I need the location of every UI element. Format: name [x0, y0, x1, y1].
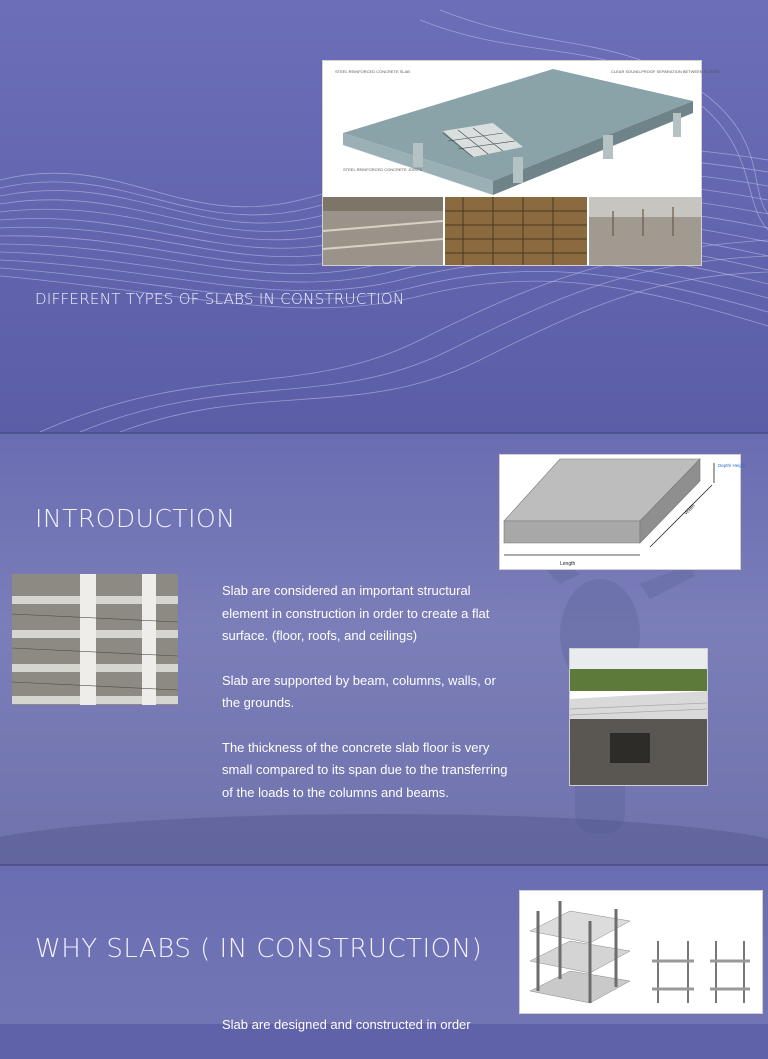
slab-dimensions-diagram: [499, 454, 746, 570]
svg-text:STEEL REINFORCED CONCRETE SLAB: STEEL REINFORCED CONCRETE SLAB: [335, 69, 410, 74]
slide-title: INTRODUCTION: [35, 504, 236, 533]
slide-title: DIFFERENT TYPES OF SLABS IN CONSTRUCTION: [35, 290, 405, 308]
introduction-text: [222, 580, 512, 826]
title-slide: [0, 0, 768, 432]
svg-text:CLEAR SOUND-PROOF SEPARATION B: CLEAR SOUND-PROOF SEPARATION BETWEEN FLOORS: [611, 69, 721, 74]
slide-title: WHY SLABS ( IN CONSTRUCTION): [35, 934, 483, 964]
introduction-slide: [0, 434, 768, 864]
slab-site-photo: [569, 648, 708, 786]
svg-text:Length: Length: [560, 561, 576, 567]
why-slabs-slide: [0, 866, 768, 1032]
svg-text:Width: Width: [683, 503, 697, 517]
why-slabs-text: [222, 1014, 522, 1059]
building-frame-image: [12, 574, 178, 705]
intro-paragraph: The thickness of the concrete slab floor is very small compared to its span due to the transferring of the loads to the columns and beams.: [222, 739, 508, 800]
svg-text:Depth/ Height: Depth/ Height: [718, 463, 746, 468]
svg-text:STEEL REINFORCED CONCRETE JOIS: STEEL REINFORCED CONCRETE JOISTS: [343, 167, 422, 172]
intro-paragraph: Slab are supported by beam, columns, walls, or the grounds.: [222, 672, 496, 710]
slab-column-diagram: [519, 890, 763, 1014]
why-slabs-paragraph: Slab are designed and constructed in order: [222, 1017, 471, 1032]
intro-paragraph: Slab are considered an important structural element in construction in order to create a flat surface. (floor, roofs, and ceilings): [222, 583, 490, 643]
slab-structure-image: [322, 60, 721, 266]
